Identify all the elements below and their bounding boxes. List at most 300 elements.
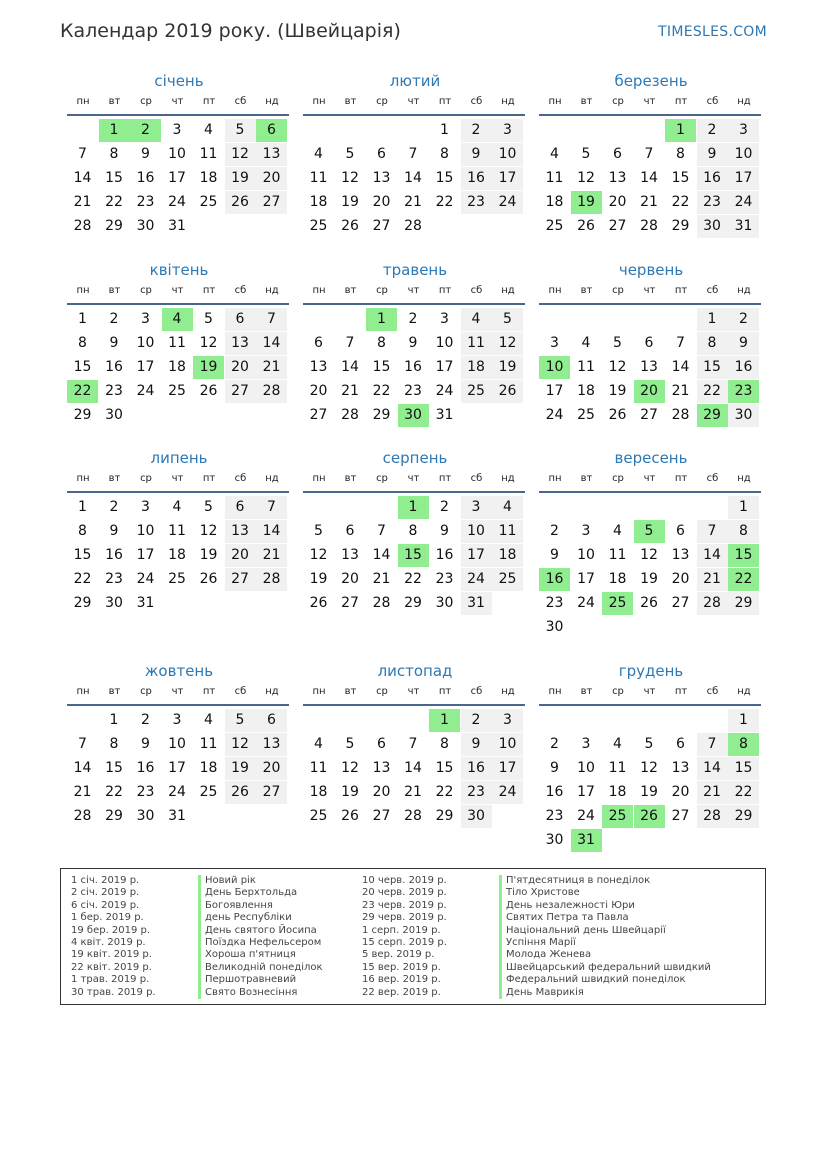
day-cell: 29	[697, 404, 728, 427]
day-cell: 20	[225, 356, 256, 379]
day-cell: 16	[105, 359, 123, 375]
day-cell: 11	[608, 760, 627, 776]
day-cell: 15	[435, 760, 454, 776]
legend-holiday-name: Свято Вознесіння	[198, 987, 297, 1000]
day-cell: 28	[697, 592, 728, 615]
legend-date: 29 черв. 2019 р.	[362, 912, 447, 924]
day-cell: 26	[225, 191, 256, 214]
weekday-label: нд	[737, 285, 751, 296]
day-cell: 20	[341, 571, 359, 587]
weekday-label: пн	[76, 473, 90, 484]
day-cell: 20	[608, 194, 627, 210]
legend-date: 15 вер. 2019 р.	[362, 961, 441, 973]
day-cell: 27	[256, 781, 287, 804]
day-cell: 29	[105, 218, 123, 234]
day-cell: 30	[435, 595, 454, 611]
legend-holiday-name: Богоявлення	[198, 900, 273, 913]
day-cell: 4	[550, 146, 559, 162]
weekday-label: ср	[376, 473, 388, 484]
day-cell: 4	[613, 736, 622, 752]
day-cell: 30	[398, 404, 429, 427]
day-cell: 9	[697, 143, 728, 166]
day-cell: 31	[728, 215, 759, 238]
day-cell: 8	[78, 335, 87, 351]
day-cell: 23	[404, 383, 422, 399]
day-cell: 2	[408, 311, 418, 327]
day-cell: 10	[168, 736, 186, 752]
weekday-label: чт	[171, 285, 184, 296]
weekday-label: пт	[674, 96, 688, 107]
day-cell: 25	[199, 784, 218, 800]
legend-holiday-name: День Маврикія	[499, 987, 584, 1000]
day-cell: 20	[634, 380, 665, 403]
day-cell: 10	[577, 547, 595, 563]
legend-date: 1 трав. 2019 р.	[71, 974, 150, 986]
day-cell: 12	[199, 335, 218, 351]
day-cell: 21	[671, 383, 690, 399]
day-cell: 24	[728, 191, 759, 214]
day-cell: 12	[225, 733, 256, 756]
day-cell: 27	[640, 407, 658, 423]
weekday-label: нд	[501, 473, 515, 484]
legend-holiday-name: День святого Йосипа	[198, 925, 317, 938]
day-cell: 12	[608, 359, 627, 375]
day-cell: 28	[640, 218, 658, 234]
day-cell: 30	[461, 805, 492, 828]
day-cell: 25	[168, 383, 186, 399]
weekday-label: сб	[470, 686, 483, 697]
day-cell: 1	[366, 308, 397, 331]
day-cell: 22	[435, 784, 454, 800]
day-cell: 15	[73, 547, 92, 563]
day-cell: 21	[640, 194, 658, 210]
day-cell: 30	[728, 404, 759, 427]
day-cell: 1	[398, 496, 429, 519]
day-cell: 9	[141, 146, 150, 162]
day-cell: 18	[608, 571, 627, 587]
weekday-label: пн	[548, 96, 562, 107]
day-cell: 7	[377, 523, 386, 539]
day-cell: 12	[341, 170, 359, 186]
weekday-label: пт	[202, 96, 216, 107]
day-cell: 6	[225, 308, 256, 331]
month-name: лютий	[389, 72, 441, 90]
day-cell: 14	[341, 359, 359, 375]
day-cell: 16	[539, 568, 570, 591]
month-divider	[303, 491, 525, 493]
day-cell: 5	[345, 146, 355, 162]
day-cell: 18	[492, 544, 523, 567]
day-cell: 26	[608, 407, 627, 423]
day-cell: 28	[73, 218, 92, 234]
weekday-label: нд	[501, 96, 515, 107]
month-name: червень	[618, 261, 684, 279]
day-cell: 8	[697, 332, 728, 355]
weekday-label: пт	[438, 285, 452, 296]
legend-holiday-name: Хороша п'ятниця	[198, 949, 296, 962]
day-cell: 4	[314, 146, 323, 162]
day-cell: 18	[309, 194, 328, 210]
day-cell: 2	[440, 499, 449, 515]
day-cell: 21	[404, 194, 422, 210]
day-cell: 22	[728, 781, 759, 804]
day-cell: 1	[99, 119, 130, 142]
weekday-label: сб	[470, 285, 483, 296]
day-cell: 6	[377, 736, 386, 752]
day-cell: 13	[640, 359, 658, 375]
day-cell: 3	[440, 311, 449, 327]
day-cell: 18	[199, 170, 218, 186]
day-cell: 27	[225, 568, 256, 591]
month-divider	[539, 491, 761, 493]
month-divider	[303, 114, 525, 116]
day-cell: 4	[461, 308, 492, 331]
weekday-label: чт	[407, 686, 420, 697]
day-cell: 23	[697, 191, 728, 214]
day-cell: 26	[225, 781, 256, 804]
weekday-label: чт	[407, 473, 420, 484]
day-cell: 13	[372, 760, 391, 776]
weekday-label: чт	[171, 686, 184, 697]
day-cell: 10	[492, 733, 523, 756]
legend-holiday-name: Першотравневий	[198, 974, 296, 987]
day-cell: 17	[492, 167, 523, 190]
weekday-label: чт	[643, 285, 656, 296]
day-cell: 28	[404, 218, 422, 234]
holiday-legend	[60, 868, 766, 1005]
day-cell: 14	[697, 757, 728, 780]
day-cell: 22	[435, 194, 454, 210]
day-cell: 15	[372, 359, 391, 375]
weekday-label: сб	[234, 96, 247, 107]
day-cell: 20	[372, 194, 391, 210]
day-cell: 4	[204, 712, 213, 728]
day-cell: 3	[141, 499, 150, 515]
day-cell: 24	[461, 568, 492, 591]
weekday-label: сб	[706, 473, 719, 484]
weekday-label: нд	[265, 285, 279, 296]
day-cell: 30	[105, 407, 123, 423]
day-cell: 1	[728, 496, 759, 519]
day-cell: 24	[577, 808, 595, 824]
month-divider	[303, 704, 525, 706]
day-cell: 9	[109, 523, 119, 539]
day-cell: 17	[577, 784, 595, 800]
day-cell: 12	[577, 170, 595, 186]
day-cell: 19	[193, 356, 224, 379]
month-name: березень	[614, 72, 688, 90]
weekday-label: пн	[312, 96, 326, 107]
day-cell: 30	[545, 619, 564, 635]
day-cell: 8	[440, 736, 449, 752]
legend-date: 6 січ. 2019 р.	[71, 899, 140, 911]
legend-holiday-name: Успіння Марії	[499, 937, 576, 950]
day-cell: 22	[404, 571, 422, 587]
day-cell: 17	[136, 547, 155, 563]
legend-date: 19 бер. 2019 р.	[71, 924, 151, 936]
day-cell: 26	[640, 595, 658, 611]
day-cell: 25	[602, 592, 633, 615]
legend-date: 20 черв. 2019 р.	[362, 887, 447, 899]
weekday-label: нд	[265, 473, 279, 484]
day-cell: 26	[341, 218, 359, 234]
month-name: квітень	[149, 261, 209, 279]
weekday-label: пн	[548, 473, 562, 484]
day-cell: 3	[141, 311, 150, 327]
weekday-label: вт	[108, 285, 121, 296]
legend-date: 5 вер. 2019 р.	[362, 949, 435, 961]
day-cell: 26	[199, 383, 218, 399]
day-cell: 7	[408, 736, 418, 752]
day-cell: 23	[545, 808, 564, 824]
weekday-label: пт	[674, 285, 688, 296]
day-cell: 7	[345, 335, 355, 351]
legend-date: 2 січ. 2019 р.	[71, 887, 140, 899]
day-cell: 18	[168, 359, 186, 375]
day-cell: 30	[545, 832, 564, 848]
day-cell: 14	[404, 760, 422, 776]
day-cell: 17	[577, 571, 595, 587]
day-cell: 8	[377, 335, 386, 351]
day-cell: 30	[105, 595, 123, 611]
day-cell: 21	[73, 194, 92, 210]
weekday-label: пн	[76, 686, 90, 697]
day-cell: 5	[204, 499, 213, 515]
day-cell: 3	[172, 712, 182, 728]
day-cell: 25	[577, 407, 595, 423]
day-cell: 18	[608, 784, 627, 800]
legend-holiday-name: Великодній понеділок	[198, 962, 323, 975]
day-cell: 20	[671, 784, 690, 800]
day-cell: 3	[581, 523, 591, 539]
month-divider	[539, 114, 761, 116]
day-cell: 27	[372, 218, 391, 234]
day-cell: 26	[341, 808, 359, 824]
day-cell: 29	[671, 218, 690, 234]
day-cell: 16	[461, 167, 492, 190]
day-cell: 21	[697, 568, 728, 591]
weekday-label: вт	[580, 285, 593, 296]
day-cell: 26	[199, 571, 218, 587]
day-cell: 29	[73, 407, 92, 423]
day-cell: 9	[550, 547, 559, 563]
day-cell: 11	[168, 335, 186, 351]
day-cell: 23	[105, 571, 123, 587]
day-cell: 8	[109, 146, 119, 162]
weekday-label: нд	[737, 686, 751, 697]
day-cell: 4	[581, 335, 591, 351]
day-cell: 17	[168, 170, 186, 186]
legend-date: 30 трав. 2019 р.	[71, 986, 156, 998]
day-cell: 28	[341, 407, 359, 423]
day-cell: 2	[461, 119, 492, 142]
month-name: листопад	[377, 662, 453, 680]
day-cell: 23	[136, 194, 155, 210]
weekday-label: вт	[580, 473, 593, 484]
day-cell: 18	[199, 760, 218, 776]
weekday-label: сб	[706, 96, 719, 107]
day-cell: 15	[671, 170, 690, 186]
weekday-label: сб	[706, 285, 719, 296]
day-cell: 24	[168, 194, 186, 210]
day-cell: 14	[404, 170, 422, 186]
month-divider	[67, 491, 289, 493]
page-title: Календар 2019 року. (Швейцарія)	[60, 20, 401, 42]
weekday-label: сб	[470, 96, 483, 107]
day-cell: 10	[136, 523, 155, 539]
day-cell: 1	[78, 311, 87, 327]
day-cell: 18	[309, 784, 328, 800]
weekday-label: чт	[643, 96, 656, 107]
day-cell: 16	[697, 167, 728, 190]
day-cell: 25	[545, 218, 564, 234]
weekday-label: чт	[407, 285, 420, 296]
day-cell: 18	[577, 383, 595, 399]
day-cell: 7	[697, 520, 728, 543]
weekday-label: нд	[737, 96, 751, 107]
day-cell: 4	[162, 308, 193, 331]
day-cell: 5	[613, 335, 622, 351]
month-divider	[539, 303, 761, 305]
month-name: грудень	[618, 662, 684, 680]
weekday-label: вт	[108, 686, 121, 697]
day-cell: 10	[728, 143, 759, 166]
month-divider	[539, 704, 761, 706]
day-cell: 2	[697, 119, 728, 142]
day-cell: 7	[408, 146, 418, 162]
day-cell: 25	[602, 805, 633, 828]
day-cell: 3	[728, 119, 759, 142]
weekday-label: пт	[438, 96, 452, 107]
day-cell: 12	[199, 523, 218, 539]
weekday-label: сб	[234, 285, 247, 296]
day-cell: 15	[697, 356, 728, 379]
day-cell: 1	[697, 308, 728, 331]
day-cell: 21	[73, 784, 92, 800]
day-cell: 17	[545, 383, 564, 399]
day-cell: 24	[492, 781, 523, 804]
day-cell: 14	[640, 170, 658, 186]
day-cell: 25	[309, 218, 328, 234]
day-cell: 5	[225, 709, 256, 732]
weekday-label: ср	[140, 473, 152, 484]
day-cell: 6	[676, 523, 685, 539]
day-cell: 7	[256, 496, 287, 519]
day-cell: 9	[461, 143, 492, 166]
day-cell: 9	[440, 523, 449, 539]
day-cell: 3	[172, 122, 182, 138]
day-cell: 22	[372, 383, 391, 399]
weekday-label: нд	[265, 686, 279, 697]
day-cell: 20	[256, 167, 287, 190]
day-cell: 31	[435, 407, 454, 423]
day-cell: 10	[168, 146, 186, 162]
day-cell: 8	[78, 523, 87, 539]
day-cell: 28	[697, 805, 728, 828]
day-cell: 31	[571, 829, 602, 852]
legend-holiday-name: Швейцарський федеральний швидкий	[499, 962, 711, 975]
weekday-label: вт	[344, 96, 357, 107]
day-cell: 27	[225, 380, 256, 403]
day-cell: 23	[461, 191, 492, 214]
day-cell: 19	[341, 784, 359, 800]
day-cell: 12	[492, 332, 523, 355]
day-cell: 11	[309, 170, 328, 186]
weekday-label: ср	[612, 96, 624, 107]
weekday-label: пн	[548, 686, 562, 697]
legend-date: 15 серп. 2019 р.	[362, 937, 447, 948]
day-cell: 13	[225, 332, 256, 355]
weekday-label: пн	[312, 473, 326, 484]
day-cell: 8	[728, 733, 759, 756]
day-cell: 7	[644, 146, 654, 162]
day-cell: 7	[78, 736, 87, 752]
day-cell: 12	[341, 760, 359, 776]
day-cell: 2	[728, 308, 759, 331]
day-cell: 2	[130, 119, 161, 142]
day-cell: 14	[256, 332, 287, 355]
day-cell: 25	[168, 571, 186, 587]
day-cell: 9	[408, 335, 418, 351]
day-cell: 7	[697, 733, 728, 756]
day-cell: 24	[577, 595, 595, 611]
weekday-label: пн	[76, 96, 90, 107]
weekday-label: вт	[580, 686, 593, 697]
day-cell: 5	[204, 311, 213, 327]
legend-date: 23 черв. 2019 р.	[362, 899, 447, 911]
day-cell: 24	[136, 383, 155, 399]
day-cell: 31	[168, 808, 186, 824]
day-cell: 29	[105, 808, 123, 824]
day-cell: 20	[225, 544, 256, 567]
day-cell: 7	[676, 335, 685, 351]
day-cell: 5	[634, 520, 665, 543]
day-cell: 31	[461, 592, 492, 615]
month-name: травень	[382, 261, 448, 279]
day-cell: 21	[697, 781, 728, 804]
day-cell: 15	[73, 359, 92, 375]
day-cell: 19	[225, 757, 256, 780]
day-cell: 28	[671, 407, 690, 423]
day-cell: 19	[492, 356, 523, 379]
brand-link[interactable]: TIMESLES.COM	[658, 24, 767, 40]
day-cell: 15	[105, 170, 123, 186]
day-cell: 2	[550, 523, 559, 539]
day-cell: 17	[461, 544, 492, 567]
day-cell: 16	[728, 356, 759, 379]
day-cell: 16	[461, 757, 492, 780]
month-name: січень	[154, 72, 204, 90]
day-cell: 20	[671, 571, 690, 587]
legend-date: 10 черв. 2019 р.	[362, 875, 447, 886]
day-cell: 5	[314, 523, 323, 539]
day-cell: 9	[550, 760, 559, 776]
day-cell: 16	[404, 359, 422, 375]
weekday-label: пн	[312, 686, 326, 697]
day-cell: 1	[78, 499, 87, 515]
day-cell: 11	[577, 359, 595, 375]
legend-date: 1 січ. 2019 р.	[71, 875, 140, 886]
day-cell: 16	[435, 547, 454, 563]
day-cell: 7	[256, 308, 287, 331]
month-name: жовтень	[144, 662, 214, 680]
day-cell: 25	[461, 380, 492, 403]
day-cell: 27	[671, 808, 690, 824]
day-cell: 25	[309, 808, 328, 824]
legend-holiday-name: Національний день Швейцарії	[499, 925, 666, 938]
day-cell: 6	[345, 523, 355, 539]
day-cell: 23	[728, 380, 759, 403]
